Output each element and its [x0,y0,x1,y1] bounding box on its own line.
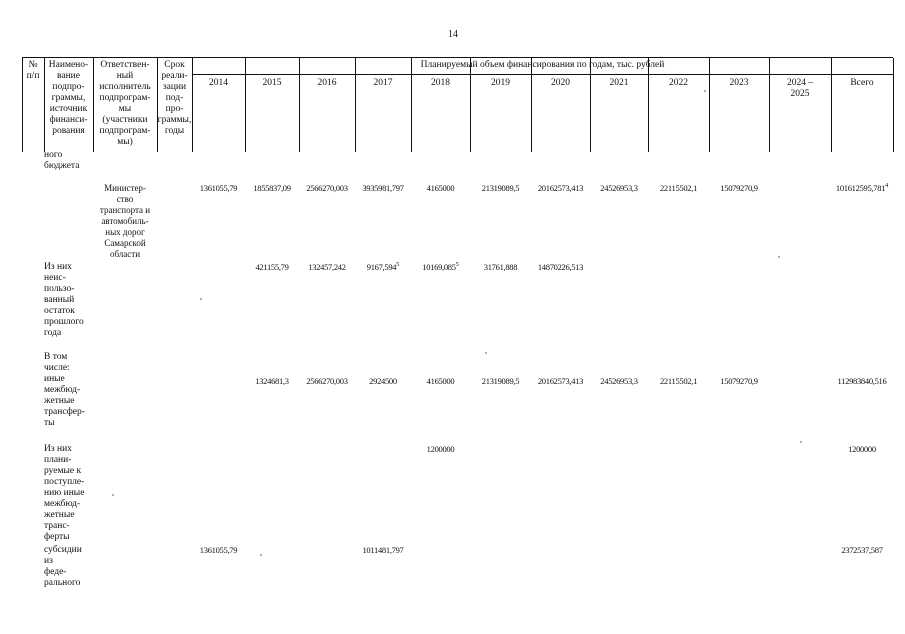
cell-value: 132457,242 [308,262,346,272]
header-year: 2014 [209,78,228,88]
scan-speck [800,441,802,443]
table-cell [192,183,245,195]
row-label: числе: [44,363,70,373]
header-rule [648,58,649,152]
row-label: нию иные [44,488,85,498]
table-cell [709,376,769,388]
table-cell [245,262,299,274]
header-year: 2017 [373,78,393,88]
header-financing-title: Планируемый объем финансирования по годам, тыс. рублей [420,60,665,70]
cell-value: 22115502,1 [659,183,698,193]
table-cell [531,262,590,274]
row-label: Из них [44,444,72,454]
table-cell [709,183,769,195]
cell-value: 421155,79 [255,262,289,272]
header-term: реали- [161,71,188,81]
header-year: 2020 [551,78,570,88]
executor-line: ных дорог [105,227,145,237]
cell-value: 22115502,1 [659,376,698,386]
table-header [22,57,893,152]
header-name: вание [57,71,80,81]
header-subrule [192,74,893,75]
cell-value: 1200000 [848,444,876,454]
footnote-mark: 5 [455,262,459,268]
row-label: В том [44,352,68,362]
table-cell [411,262,470,274]
footnote-mark: 4 [885,183,889,189]
table-cell [531,376,590,388]
table-cell [411,376,470,388]
header-rule [893,58,894,152]
cell-value: 24526953,3 [600,376,638,386]
cell-value: 2566270,003 [306,376,348,386]
header-executor: подпрограм- [99,93,151,103]
table-cell [590,376,648,388]
scan-speck [112,494,114,496]
cell-value: 1324681,3 [255,376,289,386]
table-cell [648,376,709,388]
row-label: межбюд- [44,499,81,509]
header-name: подпро- [52,82,85,92]
cell-value: 21319089,5 [481,183,520,193]
executor-line: транспорта и [99,205,151,215]
header-term: под- [165,93,184,103]
table-cell [192,545,245,557]
cell-value: 9167,594 [366,262,397,272]
row-label: года [44,328,62,338]
header-term: граммы, [157,115,192,125]
row-label: субсидии [44,545,82,555]
cell-value: 1361055,79 [199,183,238,193]
header-term: зации [162,82,187,92]
table-cell [470,183,531,195]
table-cell [299,376,355,388]
cell-value: 2924500 [369,376,397,386]
row-label: феде- [44,567,67,577]
cell-value: 1011481,797 [362,545,404,555]
cell-value: 21319089,5 [481,376,520,386]
footnote-mark: 5 [396,262,400,268]
row-label: неис- [44,273,66,283]
table-cell [831,183,893,195]
row-label: остаток [44,306,75,316]
table-cell [245,183,299,195]
executor-line: области [109,249,141,259]
header-rule [709,58,710,152]
executor-line: Министер- [104,183,146,193]
header-rule [769,58,770,152]
cell-value: 4165000 [426,183,455,193]
table-cell [831,444,893,456]
header-rule [245,58,246,152]
header-year: 2021 [609,78,629,88]
header-year: 2019 [491,78,510,88]
row-label: рального [44,578,81,588]
table-cell [355,376,411,388]
header-executor: Ответствен- [100,60,150,70]
table-cell [355,545,411,557]
scan-speck [200,298,202,300]
header-executor: мы [118,104,132,114]
row-label: Из них [44,262,72,272]
header-rule [355,58,356,152]
scan-speck [260,554,262,556]
cell-value: 1200000 [426,444,455,454]
header-year: 2015 [262,78,282,88]
header-rule [299,58,300,152]
row-label: межбюд- [44,385,81,395]
header-year: 2024 – 2025 [786,78,814,99]
row-label: иные [44,374,65,384]
table-cell [831,376,893,388]
header-number: п/п [26,71,40,81]
cell-value: 15079270,9 [720,183,758,193]
header-executor: исполнитель [99,82,151,92]
table-cell [590,183,648,195]
row-label-continuation: ного [44,150,63,160]
header-executor: подпрограм- [99,126,151,136]
table-cell [411,444,470,456]
table-cell [299,183,355,195]
header-year: 2016 [317,78,337,88]
table-cell [831,545,893,557]
table-cell [411,183,470,195]
cell-value: 1361055,79 [199,545,238,555]
table-cell [355,183,411,195]
row-label: плани- [44,455,72,465]
row-label-continuation: бюджета [44,161,80,171]
row-label: транс- [44,521,70,531]
cell-value: 10169,085 [422,262,456,272]
row-label: из [44,556,53,566]
cell-value: 15079270,9 [720,376,758,386]
cell-value: 2566270,003 [306,183,348,193]
cell-value: 20162573,413 [537,376,584,386]
executor-line: автомобиль- [101,216,149,226]
header-rule [831,58,832,152]
row-label: ферты [44,532,70,542]
cell-value: 4165000 [426,376,455,386]
cell-value: 31761,888 [483,262,518,272]
header-term: про- [165,104,184,114]
header-executor: ный [116,71,134,81]
header-term: годы [164,126,185,136]
row-label: ты [44,418,55,428]
executor-line: ство [116,194,134,204]
cell-value: 1855837,09 [253,183,291,193]
header-year: 2018 [431,78,450,88]
executor-line: Самарской [104,238,146,248]
cell-value: 112983840,516 [837,376,887,386]
header-name: рования [52,126,85,136]
row-label: жетные [44,396,75,406]
header-executor: мы) [117,137,133,147]
header-name: граммы, [51,93,86,103]
cell-value: 3935981,797 [362,183,404,193]
header-rule [192,58,193,152]
row-label: пользо- [44,284,75,294]
scan-speck [704,90,706,92]
row-label: прошлого [44,317,84,327]
header-year: Всего [850,78,874,88]
table-cell [245,376,299,388]
scan-speck [778,256,780,258]
header-rule [470,58,471,152]
table-cell [299,262,355,274]
table-cell [470,262,531,274]
header-executor: (участники [102,115,148,125]
header-year: 2022 [669,78,688,88]
header-term: Срок [164,60,185,70]
cell-value: 24526953,3 [600,183,638,193]
row-label: ванный [44,295,75,305]
header-rule [590,58,591,152]
cell-value: 2372537,587 [841,545,883,555]
header-name: финанси- [49,115,88,125]
cell-value: 14870226,513 [537,262,584,272]
cell-value: 20162573,413 [537,183,584,193]
row-label: поступле- [44,477,85,487]
header-rule [411,58,412,152]
cell-value: 101612595,781 [835,183,886,193]
header-number: № [28,60,38,70]
table-cell [648,183,709,195]
table-cell [531,183,590,195]
row-label: трансфер- [44,407,85,417]
header-year: 2023 [729,78,749,88]
table-cell [470,376,531,388]
page-number: 14 [448,29,458,40]
header-name: Наимено- [48,60,89,70]
header-rule [531,58,532,152]
header-name: источник [49,104,88,114]
row-label: руемые к [44,466,82,476]
row-label: жетные [44,510,75,520]
table-cell [355,262,411,274]
scan-speck [485,352,487,354]
